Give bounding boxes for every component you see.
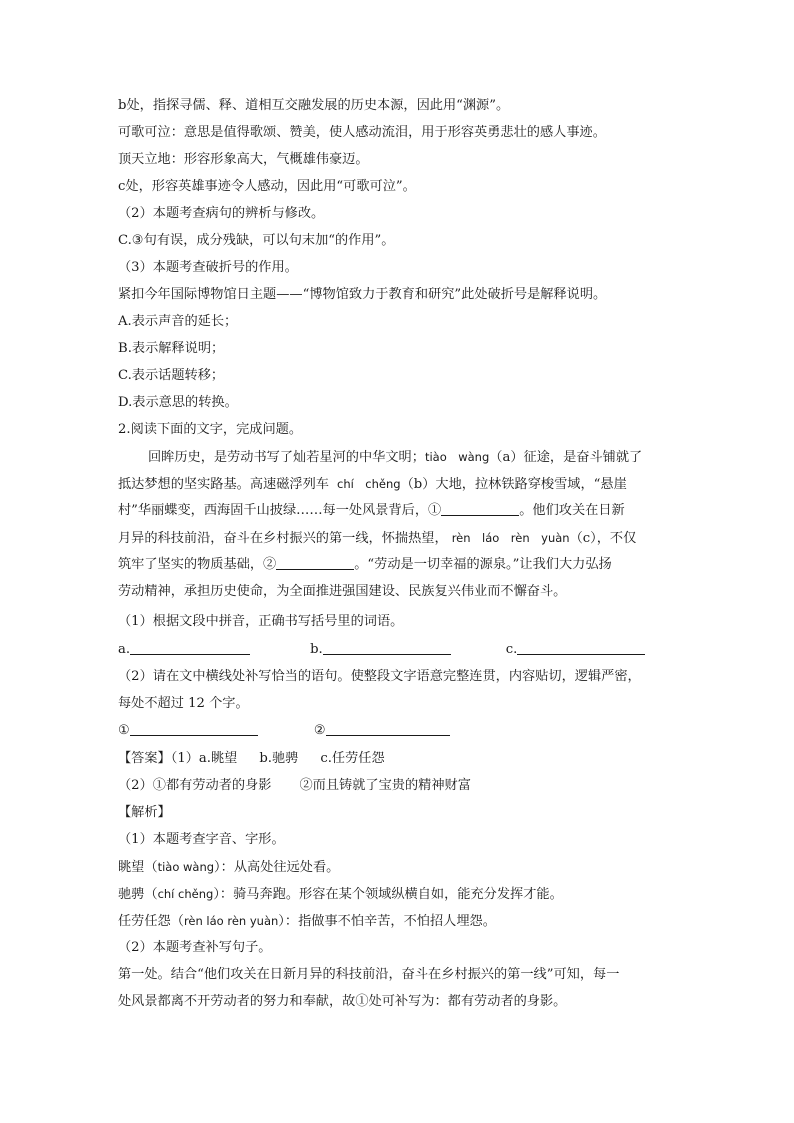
question-2-title: 2.阅读下面的文字，完成问题。 [118, 422, 303, 437]
passage-text: 月异的科技前沿，奋斗在乡村振兴的第一线，怀揣热望， [118, 531, 448, 546]
answer-b-field[interactable] [323, 642, 451, 655]
answer-a-field[interactable] [130, 642, 250, 655]
passage-text: 。他们攻关在日新 [519, 503, 625, 518]
label-1: ① [118, 723, 130, 738]
label-c: c. [505, 642, 518, 657]
analysis-2-line-2: 处风景都离不开劳动者的努力和奉献，故①处可补写为：都有劳动者的身影。 [118, 994, 567, 1009]
answer-line-1 [118, 750, 385, 768]
pinyin-b: chí chěng [337, 477, 401, 491]
passage-line-2 [118, 475, 627, 494]
analysis-tiaowang [118, 858, 339, 877]
line-dingtianlidi-definition: 顶天立地：形容形象高大，气概雄伟豪迈。 [118, 152, 369, 167]
passage-text: 抵达梦想的坚实路基。高速磁浮列车 [118, 477, 329, 492]
answer-c-field[interactable] [517, 642, 645, 655]
term-pinyin: chí chěng [157, 887, 214, 901]
line-q2-topic: （2）本题考查病句的辨析与修改。 [118, 206, 325, 221]
sub-question-2: （2）请在文中横线处补写恰当的语句。使整段文字语意完整连贯，内容贴切，逻辑严密， [118, 669, 641, 684]
answer-line-2 [118, 777, 471, 795]
answer-a: 【答案】（1）a.眺望 [118, 751, 238, 766]
answer-b: b.驰骋 [259, 751, 299, 766]
term-meaning: ）：骑马奔跑。形容在某个领域纵横自如，能充分发挥才能。 [213, 887, 563, 902]
fill-blanks-row [118, 722, 450, 740]
pinyin-c: rèn láo rèn yuàn [451, 531, 570, 545]
passage-line-4 [118, 529, 636, 548]
analysis-2-topic: （2）本题考查补写句子。 [118, 940, 272, 955]
line-q3-topic: （3）本题考查破折号的作用。 [118, 260, 298, 275]
sub-question-1: （1）根据文段中拼音，正确书写括号里的词语。 [118, 614, 404, 629]
term-pinyin: tiào wàng [157, 860, 215, 874]
term-meaning: ）：指做事不怕辛苦，不怕招人埋怨。 [278, 914, 496, 929]
passage-line-1 [148, 448, 642, 467]
term-meaning: ）：从高处往远处看。 [214, 860, 340, 875]
term-pinyin: rèn láo rèn yuàn [183, 914, 279, 928]
analysis-renlaorenyuan [118, 912, 496, 931]
passage-text: （c），不仅 [569, 531, 637, 546]
answer-2: ②而且铸就了宝贵的精神财富 [299, 778, 471, 793]
passage-text: 村”华丽蝶变，西海固千山披绿……每一处风景背后，① [118, 503, 442, 518]
passage-line-3 [118, 502, 625, 520]
pinyin-a: tiào wàng [424, 450, 490, 464]
term: 驰骋（ [118, 887, 158, 902]
fill-1-field[interactable] [130, 723, 258, 736]
label-2: ② [313, 723, 326, 738]
blank-1[interactable] [441, 503, 519, 516]
line-c-error: C.③句有误，成分残缺，可以句末加“的作用”。 [118, 233, 395, 248]
label-a: a. [118, 642, 131, 657]
passage-line-5 [118, 556, 612, 574]
option-d: D.表示意思的转换。 [118, 395, 238, 410]
passage-text: 回眸历史，是劳动书写了灿若星河的中华文明； [148, 450, 425, 465]
passage-text: 。“劳动是一切幸福的源泉。”让我们大力弘扬 [354, 557, 612, 572]
option-b: B.表示解释说明； [118, 341, 225, 356]
answer-c: c.任劳任怨 [320, 751, 385, 766]
fill-2-field[interactable] [326, 723, 450, 736]
passage-text: （b）大地，拉林铁路穿梭雪域，“悬崖 [400, 477, 627, 492]
label-b: b. [310, 642, 323, 657]
passage-text: 筑牢了坚实的物质基础，② [118, 557, 277, 572]
passage-text: （a）征途，是奋斗铺就了 [489, 450, 643, 465]
analysis-1-topic: （1）本题考查字音、字形。 [118, 832, 285, 847]
analysis-chicheng [118, 885, 563, 904]
option-c: C.表示话题转移； [118, 368, 225, 383]
answer-1: （2）①都有劳动者的身影 [118, 778, 272, 793]
sub-question-2-limit: 每处不超过 12 个字。 [118, 696, 249, 711]
line-b-explanation: b处，指探寻儒、释、道相互交融发展的历史本源，因此用“渊源”。 [118, 98, 510, 113]
line-dash-usage: 紧扣今年国际博物馆日主题——“博物馆致力于教育和研究”此处破折号是解释说明。 [118, 287, 607, 302]
option-a: A.表示声音的延长； [118, 314, 238, 329]
line-c-explanation: c处，形容英雄事迹令人感动，因此用“可歌可泣”。 [118, 179, 416, 194]
answer-blanks-row [118, 641, 645, 659]
term: 眺望（ [118, 860, 158, 875]
blank-2[interactable] [276, 557, 354, 570]
line-kegekeqi-definition: 可歌可泣：意思是值得歌颂、赞美，使人感动流泪，用于形容英勇悲壮的感人事迹。 [118, 125, 606, 140]
passage-line-6: 劳动精神，承担历史使命，为全面推进强国建设、民族复兴伟业而不懈奋斗。 [118, 584, 567, 599]
analysis-heading: 【解析】 [118, 805, 171, 820]
analysis-2-line-1: 第一处。结合“他们攻关在日新月异的科技前沿，奋斗在乡村振兴的第一线”可知，每一 [118, 967, 620, 982]
term: 任劳任怨（ [118, 914, 184, 929]
